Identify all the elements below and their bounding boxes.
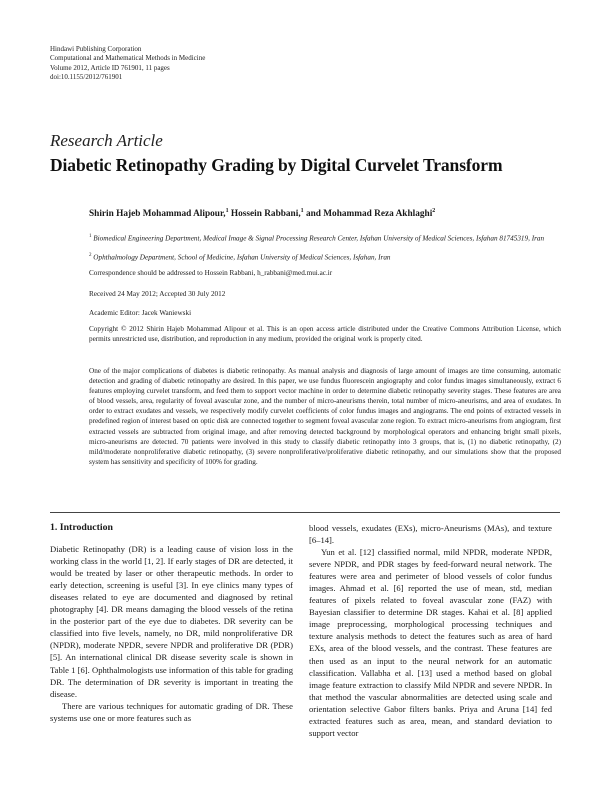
right-column	[309, 522, 552, 739]
academic-editor: Academic Editor: Jacek Waniewski	[89, 309, 192, 317]
publisher-line: Hindawi Publishing Corporation	[50, 45, 142, 53]
left-column	[50, 522, 293, 724]
affil-number: 2	[89, 253, 92, 258]
copyright-notice: Copyright © 2012 Shirin Hajeb Mohammad Alipour et al. This is an open access article distributed under the Creative Commons Attribution License, which permits unrestricted use, distribution, and reproduction in any medium, provided the original work is properly cited.	[89, 325, 561, 343]
body-paragraph: Yun et al. [12] classified normal, mild NPDR, moderate NPDR, severe NPDR, and PDR stages by feed-forward neural network. The features were area and perimeter of blood vessels of color fundus images. Ahmad et al. [6] reported the use of mean, std, median features of pixels related to foveal avascular zone (FAZ) with Bayesian classifier to determine DR stages. Kahai et al. [8] applied image preprocessing, morphological processing techniques and texture analysis methods to detect the features such as area of hard EXs, area of the blood vessels, and the contrast. These features are then used as an input to the neural network for an automatic classification. Vallabha et al. [13] used a method based on global image feature extraction to classify Mild NPDR and severe NPDR. In that method the vascular abnormalities are detected using scale and orientation selective Gabor filters banks. Priya and Aruna [14] fed extracted features such as area, mean, and standard deviation to support vector	[309, 547, 552, 738]
affil-number: 1	[89, 234, 92, 239]
author-name: and Mohammad Reza Akhlaghi	[305, 209, 433, 220]
affiliation-1	[89, 232, 559, 244]
author-list	[89, 208, 435, 219]
abstract: One of the major complications of diabetes is diabetic retinopathy. As manual analysis and diagnosis of large amount of images are time consuming, automatic detection and grading of diabetic retinopathy are desired. In this paper, we use fundus fluorescein angiography and color fundus images simultaneously, extract 6 features employing curvelet transform, and feed them to support vector machine in order to determine diabetic retinopathy severity stages. These features are area of blood vessels, area, regularity of foveal avascular zone, and the number of micro-aneurisms therein, total number of micro-aneurisms, and area of exudates. In order to extract exudates and vessels, we respectively modify curvelet coefficients of color fundus images and angiograms. The end points of extracted vessels in predefined region of interest based on optic disk are connected together to segment foveal avascular zone region. To extract micro-aneurisms from angiogram, first extracted vessels are subtracted from original image, and after removing detected background by morphological operators and enhancing bright small pixels, micro-aneurisms are detected. 70 patients were involved in this study to classify diabetic retinopathy into 3 groups, that is, (1) no diabetic retinopathy, (2) mild/moderate nonproliferative diabetic retinopathy, (3) severe nonproliferative/proliferative diabetic retinopathy, and our simulations show that the proposed system has sensitivity and specificity of 100% for grading.	[89, 367, 561, 466]
received-dates: Received 24 May 2012; Accepted 30 July 2012	[89, 290, 226, 298]
affil-text: Ophthalmology Department, School of Medicine, Isfahan University of Medical Sciences, Isfahan, Iran	[93, 253, 391, 262]
affil-text: Biomedical Engineering Department, Medical Image & Signal Processing Research Center, Isfahan University of Medical Sciences, Isfahan 81745319, Iran	[93, 234, 545, 243]
paper-title: Diabetic Retinopathy Grading by Digital Curvelet Transform	[50, 155, 503, 175]
author-name: Shirin Hajeb Mohammad Alipour,	[89, 209, 226, 220]
doi-line: doi:10.1155/2012/761901	[50, 72, 123, 81]
author-affil-mark: 1	[225, 208, 229, 214]
article-type: Research Article	[50, 131, 163, 150]
volume-line: Volume 2012, Article ID 761901, 11 pages	[50, 63, 170, 72]
affiliation-2	[89, 251, 559, 263]
body-paragraph: blood vessels, exudates (EXs), micro-Aneurisms (MAs), and texture [6–14].	[309, 523, 552, 546]
author-affil-mark: 2	[432, 208, 436, 214]
correspondence: Correspondence should be addressed to Hossein Rabbani, h_rabbani@med.mui.ac.ir	[89, 269, 333, 277]
journal-line: Computational and Mathematical Methods in Medicine	[50, 54, 206, 63]
section-heading: 1. Introduction	[50, 522, 113, 533]
body-paragraph: Diabetic Retinopathy (DR) is a leading cause of vision loss in the working class in the world [1, 2]. If early stages of DR are detected, it would be treated by laser or other therapeutic methods. In order to early detection, screening is useful [3]. In eye clinics many types of diseases related to eye are documented and diagnosed by retinal photography [4]. DR means damaging the blood vessels of the retina in the posterior part of the eye due to diabetes. DR severity can be classified into five levels, namely, no DR, mild nonproliferative DR (NPDR), moderate NPDR, severe NPDR and proliferative DR (PDR) [5]. An international clinical DR disease severity scale is shown in Table 1 [6]. Ophthalmologists use information of this table for grading DR. The determination of DR severity is important in treating the disease.	[50, 544, 293, 699]
section-divider	[50, 512, 560, 513]
author-affil-mark: 1	[300, 208, 304, 214]
author-name: Hossein Rabbani,	[230, 209, 301, 220]
journal-header	[50, 45, 205, 82]
body-paragraph: There are various techniques for automatic grading of DR. These systems use one or more features such as	[50, 700, 293, 723]
